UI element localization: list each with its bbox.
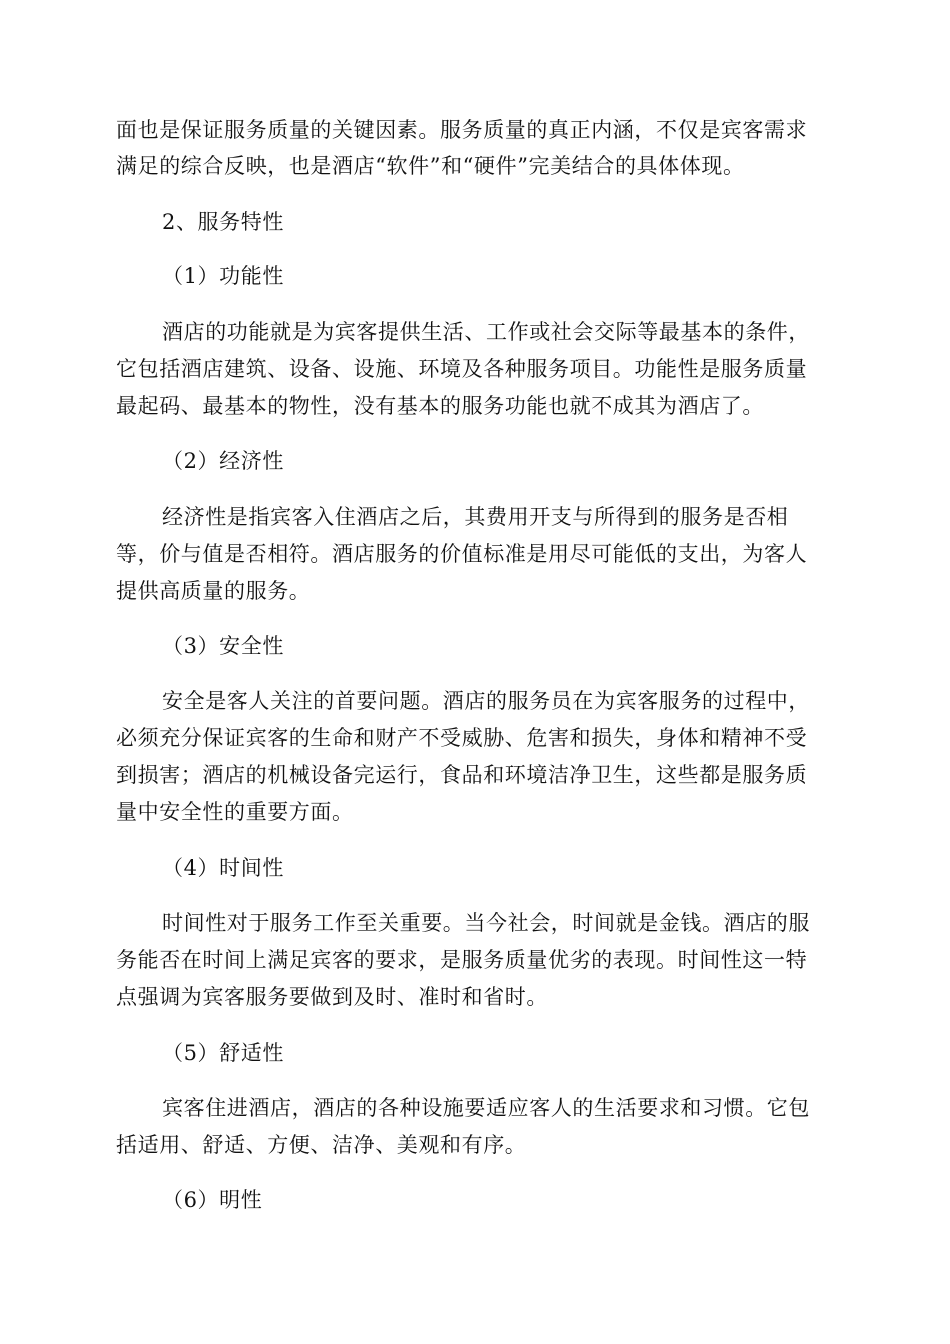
paragraph-line: 量中安全性的重要方面。 <box>116 800 354 824</box>
subsection-heading: （5）舒适性 <box>162 1041 284 1065</box>
paragraph-line: 满足的综合反映，也是酒店“软件”和“硬件”完美结合的具体体现。 <box>116 154 745 178</box>
subsection-heading: （1）功能性 <box>162 264 284 288</box>
paragraph-line: 点强调为宾客服务要做到及时、准时和省时。 <box>116 985 548 1009</box>
paragraph-line: 它包括酒店建筑、设备、设施、环境及各种服务项目。功能性是服务质量 <box>116 357 808 381</box>
paragraph-line: 必须充分保证宾客的生命和财产不受威胁、危害和损失，身体和精神不受 <box>116 726 808 750</box>
paragraph-line: 最起码、最基本的物性，没有基本的服务功能也就不成其为酒店了。 <box>116 394 764 418</box>
subsection-heading: （4）时间性 <box>162 856 284 880</box>
paragraph-line: 务能否在时间上满足宾客的要求，是服务质量优劣的表现。时间性这一特 <box>116 948 808 972</box>
paragraph-line: 括适用、舒适、方便、洁净、美观和有序。 <box>116 1133 527 1157</box>
paragraph-line: 酒店的功能就是为宾客提供生活、工作或社会交际等最基本的条件， <box>162 320 810 344</box>
paragraph-line: 面也是保证服务质量的关键因素。服务质量的真正内涵，不仅是宾客需求 <box>116 118 808 142</box>
paragraph-line: 提供高质量的服务。 <box>116 579 311 603</box>
subsection-heading: （3）安全性 <box>162 634 284 658</box>
section-heading: 2、服务特性 <box>162 210 284 234</box>
paragraph-line: 经济性是指宾客入住酒店之后，其费用开支与所得到的服务是否相 <box>162 505 789 529</box>
paragraph-line: 等，价与值是否相符。酒店服务的价值标准是用尽可能低的支出，为客人 <box>116 542 808 566</box>
subsection-heading: （2）经济性 <box>162 449 284 473</box>
paragraph-line: 宾客住进酒店，酒店的各种设施要适应客人的生活要求和习惯。它包 <box>162 1096 810 1120</box>
paragraph-line: 到损害；酒店的机械设备完运行，食品和环境洁净卫生，这些都是服务质 <box>116 763 808 787</box>
paragraph-line: 安全是客人关注的首要问题。酒店的服务员在为宾客服务的过程中， <box>162 689 810 713</box>
subsection-heading: （6）明性 <box>162 1188 263 1212</box>
paragraph-line: 时间性对于服务工作至关重要。当今社会，时间就是金钱。酒店的服 <box>162 911 810 935</box>
